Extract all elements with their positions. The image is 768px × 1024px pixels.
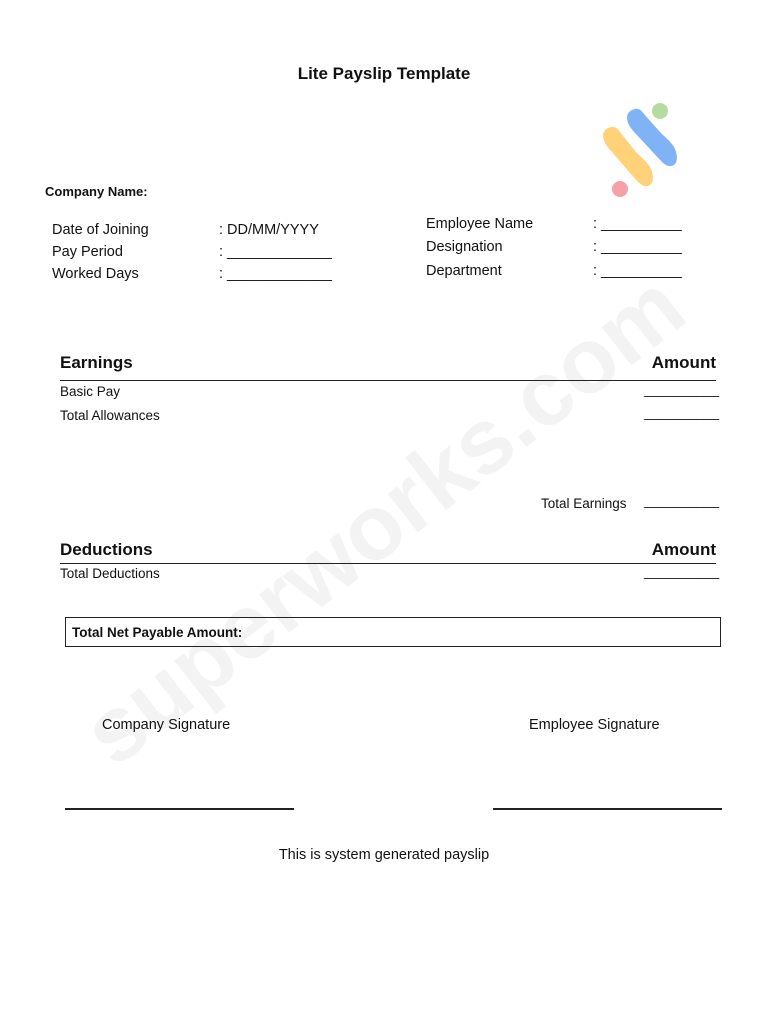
- info-label: Department: [426, 263, 502, 279]
- earnings-row-label-total-allowances: Total Allowances: [60, 408, 160, 423]
- employee-signature-line: [493, 808, 722, 810]
- deductions-amount-heading: Amount: [651, 540, 716, 559]
- company-name-label: Company Name:: [45, 184, 148, 199]
- earnings-amount-heading: Amount: [651, 353, 716, 372]
- total-earnings-value: __________: [644, 493, 720, 508]
- watermark: [64, 254, 705, 787]
- employee-signature-label: Employee Signature: [529, 717, 660, 733]
- info-label: Employee Name: [426, 216, 534, 232]
- deductions-heading: Deductions: [60, 540, 153, 559]
- company-signature-line: [65, 808, 294, 810]
- info-row-employee-name: [426, 213, 696, 235]
- total-earnings-label: Total Earnings: [541, 496, 627, 511]
- net-payable-label: Total Net Payable Amount:: [72, 625, 243, 640]
- deductions-row-label-total-deductions: Total Deductions: [60, 566, 160, 581]
- earnings-row-label-basic-pay: Basic Pay: [60, 384, 121, 399]
- info-row-date-of-joining: [52, 219, 352, 241]
- earnings-divider: [60, 380, 716, 381]
- employment-info-left: [52, 219, 352, 289]
- deductions-row-value-total-deductions: __________: [644, 564, 720, 579]
- footer-note: This is system generated payslip: [278, 847, 490, 863]
- info-row-designation: [426, 236, 696, 258]
- info-value: : __________: [593, 216, 682, 232]
- earnings-row-value-basic-pay: __________: [644, 382, 720, 397]
- info-label: Pay Period: [52, 244, 123, 260]
- deductions-divider: [60, 563, 716, 564]
- info-value: : DD/MM/YYYY: [219, 222, 319, 238]
- logo-pink-dot: [612, 181, 628, 197]
- company-logo-icon: [596, 100, 682, 200]
- earnings-row-value-total-allowances: __________: [644, 405, 720, 420]
- info-row-worked-days: [52, 263, 352, 285]
- info-value: : _____________: [219, 244, 332, 260]
- info-label: Worked Days: [52, 266, 139, 282]
- info-value: : __________: [593, 263, 682, 279]
- logo-green-dot: [652, 103, 668, 119]
- earnings-heading: Earnings: [60, 353, 133, 372]
- info-value: : __________: [593, 239, 682, 255]
- net-payable-box: [65, 617, 721, 647]
- info-row-department: [426, 260, 696, 282]
- company-signature-label: Company Signature: [102, 717, 231, 733]
- page-title: Lite Payslip Template: [297, 64, 471, 83]
- info-label: Date of Joining: [52, 222, 149, 238]
- info-value: : _____________: [219, 266, 332, 282]
- info-row-pay-period: [52, 241, 352, 263]
- info-label: Designation: [426, 239, 503, 255]
- employee-info-right: [426, 213, 696, 283]
